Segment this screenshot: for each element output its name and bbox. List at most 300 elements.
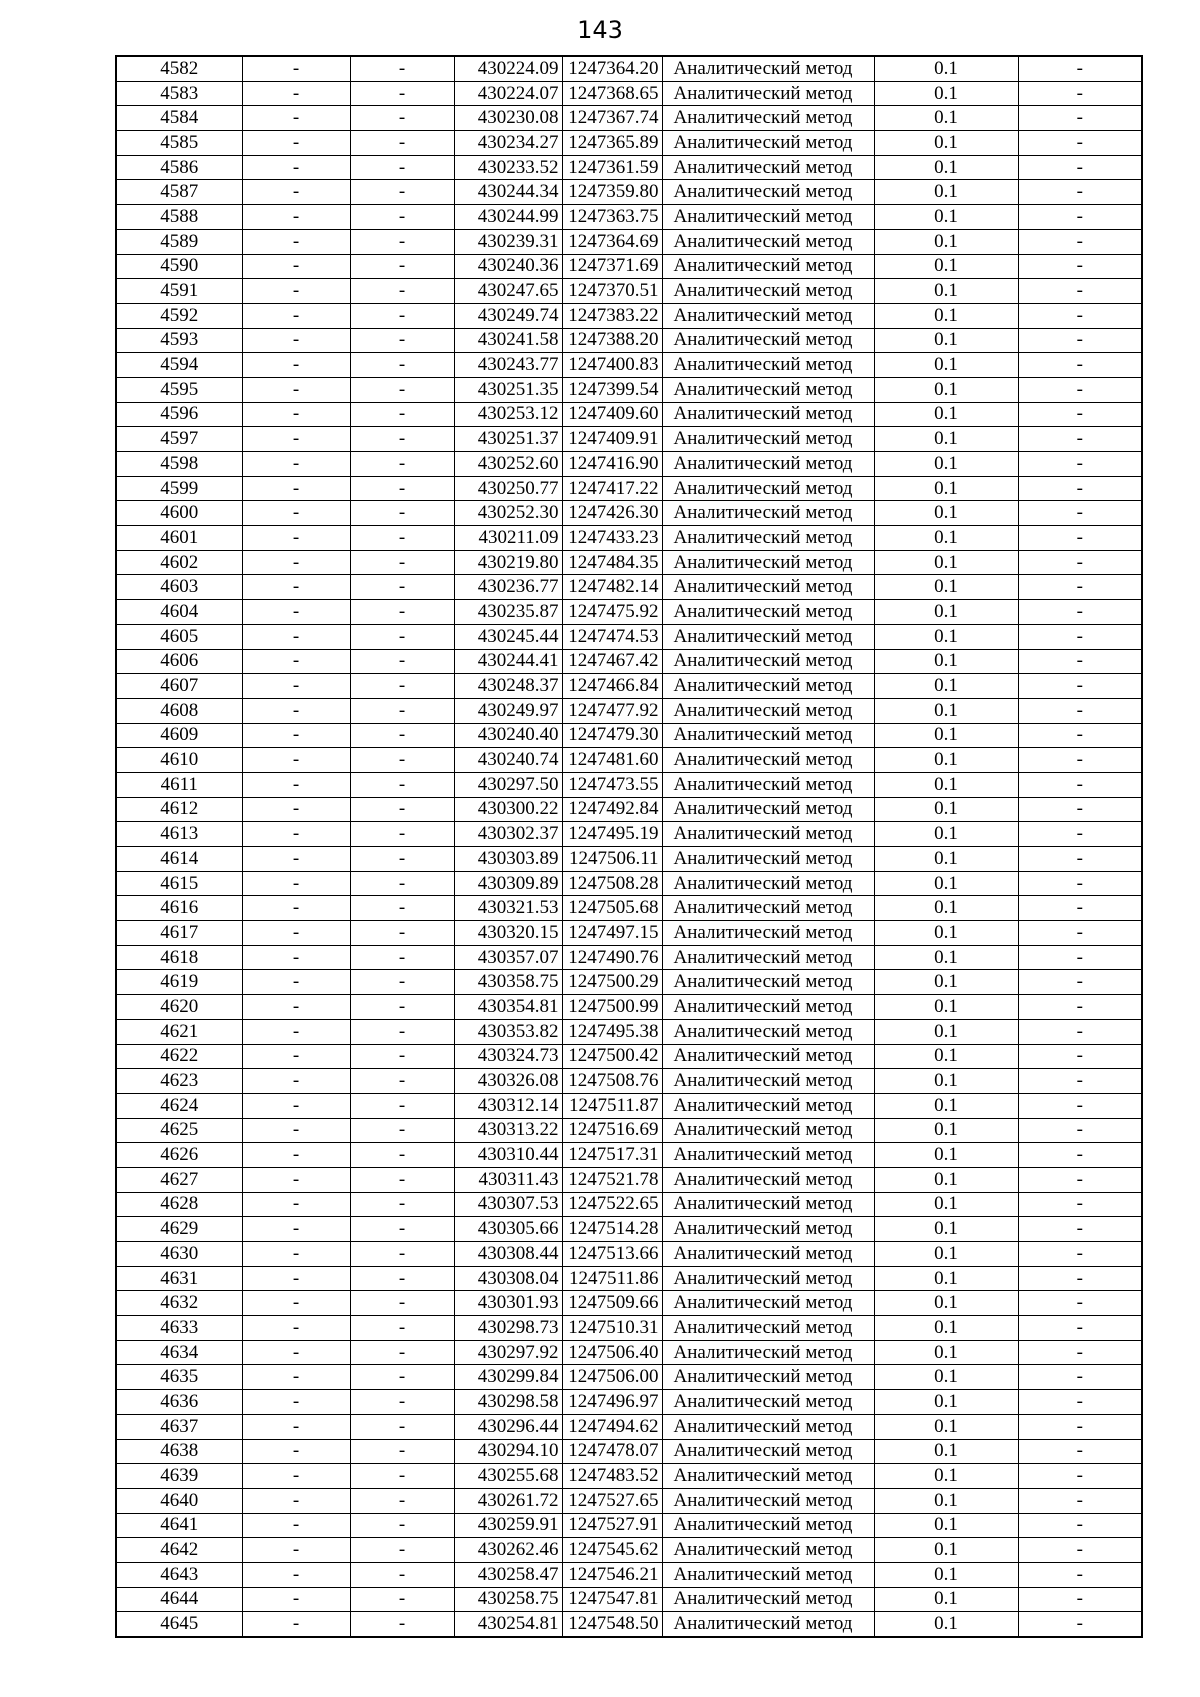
y-coordinate-cell: 1247510.31	[562, 1316, 662, 1341]
empty-x-cell: -	[242, 180, 350, 205]
x-coordinate-cell: 430211.09	[454, 526, 562, 551]
note-cell: -	[1018, 1562, 1142, 1587]
empty-x-cell: -	[242, 56, 350, 81]
note-cell: -	[1018, 279, 1142, 304]
empty-y-cell: -	[350, 1587, 454, 1612]
note-cell: -	[1018, 1291, 1142, 1316]
accuracy-cell: 0.1	[874, 106, 1018, 131]
note-cell: -	[1018, 427, 1142, 452]
method-cell: Аналитический метод	[662, 600, 874, 625]
point-number-cell: 4635	[116, 1365, 242, 1390]
x-coordinate-cell: 430224.09	[454, 56, 562, 81]
y-coordinate-cell: 1247482.14	[562, 575, 662, 600]
note-cell: -	[1018, 1513, 1142, 1538]
empty-x-cell: -	[242, 575, 350, 600]
table-row	[116, 1266, 1142, 1291]
method-cell: Аналитический метод	[662, 649, 874, 674]
point-number-cell: 4641	[116, 1513, 242, 1538]
accuracy-cell: 0.1	[874, 155, 1018, 180]
method-cell: Аналитический метод	[662, 427, 874, 452]
empty-y-cell: -	[350, 896, 454, 921]
y-coordinate-cell: 1247508.28	[562, 871, 662, 896]
empty-y-cell: -	[350, 1414, 454, 1439]
x-coordinate-cell: 430303.89	[454, 847, 562, 872]
y-coordinate-cell: 1247370.51	[562, 279, 662, 304]
note-cell: -	[1018, 921, 1142, 946]
empty-y-cell: -	[350, 674, 454, 699]
x-coordinate-cell: 430251.37	[454, 427, 562, 452]
x-coordinate-cell: 430259.91	[454, 1513, 562, 1538]
table-row	[116, 1167, 1142, 1192]
table-body	[116, 56, 1142, 1637]
accuracy-cell: 0.1	[874, 1562, 1018, 1587]
accuracy-cell: 0.1	[874, 575, 1018, 600]
x-coordinate-cell: 430299.84	[454, 1365, 562, 1390]
table-row	[116, 970, 1142, 995]
empty-y-cell: -	[350, 229, 454, 254]
y-coordinate-cell: 1247494.62	[562, 1414, 662, 1439]
table-row	[116, 649, 1142, 674]
table-row	[116, 871, 1142, 896]
point-number-cell: 4632	[116, 1291, 242, 1316]
y-coordinate-cell: 1247527.65	[562, 1488, 662, 1513]
x-coordinate-cell: 430239.31	[454, 229, 562, 254]
y-coordinate-cell: 1247483.52	[562, 1464, 662, 1489]
method-cell: Аналитический метод	[662, 1093, 874, 1118]
point-number-cell: 4614	[116, 847, 242, 872]
table-row	[116, 427, 1142, 452]
note-cell: -	[1018, 624, 1142, 649]
empty-y-cell: -	[350, 1612, 454, 1637]
accuracy-cell: 0.1	[874, 748, 1018, 773]
table-row	[116, 1390, 1142, 1415]
empty-y-cell: -	[350, 698, 454, 723]
empty-x-cell: -	[242, 279, 350, 304]
empty-x-cell: -	[242, 452, 350, 477]
x-coordinate-cell: 430309.89	[454, 871, 562, 896]
y-coordinate-cell: 1247505.68	[562, 896, 662, 921]
accuracy-cell: 0.1	[874, 723, 1018, 748]
accuracy-cell: 0.1	[874, 995, 1018, 1020]
y-coordinate-cell: 1247479.30	[562, 723, 662, 748]
y-coordinate-cell: 1247474.53	[562, 624, 662, 649]
empty-x-cell: -	[242, 970, 350, 995]
empty-x-cell: -	[242, 254, 350, 279]
table-row	[116, 1069, 1142, 1094]
x-coordinate-cell: 430301.93	[454, 1291, 562, 1316]
empty-y-cell: -	[350, 624, 454, 649]
accuracy-cell: 0.1	[874, 847, 1018, 872]
empty-x-cell: -	[242, 501, 350, 526]
note-cell: -	[1018, 1093, 1142, 1118]
empty-y-cell: -	[350, 1291, 454, 1316]
y-coordinate-cell: 1247495.38	[562, 1019, 662, 1044]
point-number-cell: 4615	[116, 871, 242, 896]
accuracy-cell: 0.1	[874, 1266, 1018, 1291]
note-cell: -	[1018, 1266, 1142, 1291]
y-coordinate-cell: 1247359.80	[562, 180, 662, 205]
note-cell: -	[1018, 81, 1142, 106]
y-coordinate-cell: 1247383.22	[562, 303, 662, 328]
table-row	[116, 501, 1142, 526]
table-row	[116, 575, 1142, 600]
point-number-cell: 4585	[116, 131, 242, 156]
y-coordinate-cell: 1247495.19	[562, 822, 662, 847]
empty-x-cell: -	[242, 131, 350, 156]
empty-x-cell: -	[242, 427, 350, 452]
method-cell: Аналитический метод	[662, 377, 874, 402]
table-row	[116, 81, 1142, 106]
x-coordinate-cell: 430234.27	[454, 131, 562, 156]
empty-x-cell: -	[242, 1612, 350, 1637]
method-cell: Аналитический метод	[662, 1143, 874, 1168]
table-row	[116, 1439, 1142, 1464]
y-coordinate-cell: 1247400.83	[562, 353, 662, 378]
y-coordinate-cell: 1247363.75	[562, 205, 662, 230]
note-cell: -	[1018, 723, 1142, 748]
method-cell: Аналитический метод	[662, 1587, 874, 1612]
note-cell: -	[1018, 501, 1142, 526]
accuracy-cell: 0.1	[874, 1464, 1018, 1489]
point-number-cell: 4623	[116, 1069, 242, 1094]
point-number-cell: 4613	[116, 822, 242, 847]
method-cell: Аналитический метод	[662, 871, 874, 896]
x-coordinate-cell: 430240.36	[454, 254, 562, 279]
point-number-cell: 4626	[116, 1143, 242, 1168]
page-number: 143	[577, 16, 623, 44]
accuracy-cell: 0.1	[874, 229, 1018, 254]
method-cell: Аналитический метод	[662, 81, 874, 106]
empty-y-cell: -	[350, 723, 454, 748]
empty-y-cell: -	[350, 1217, 454, 1242]
empty-x-cell: -	[242, 526, 350, 551]
x-coordinate-cell: 430252.60	[454, 452, 562, 477]
y-coordinate-cell: 1247546.21	[562, 1562, 662, 1587]
y-coordinate-cell: 1247433.23	[562, 526, 662, 551]
method-cell: Аналитический метод	[662, 847, 874, 872]
table-row	[116, 180, 1142, 205]
empty-y-cell: -	[350, 1143, 454, 1168]
empty-x-cell: -	[242, 674, 350, 699]
x-coordinate-cell: 430262.46	[454, 1538, 562, 1563]
accuracy-cell: 0.1	[874, 1365, 1018, 1390]
method-cell: Аналитический метод	[662, 501, 874, 526]
empty-y-cell: -	[350, 501, 454, 526]
y-coordinate-cell: 1247409.60	[562, 402, 662, 427]
empty-x-cell: -	[242, 698, 350, 723]
table-row	[116, 822, 1142, 847]
empty-x-cell: -	[242, 1538, 350, 1563]
empty-x-cell: -	[242, 1118, 350, 1143]
point-number-cell: 4598	[116, 452, 242, 477]
point-number-cell: 4625	[116, 1118, 242, 1143]
y-coordinate-cell: 1247490.76	[562, 945, 662, 970]
table-row	[116, 131, 1142, 156]
empty-y-cell: -	[350, 748, 454, 773]
x-coordinate-cell: 430308.04	[454, 1266, 562, 1291]
table-row	[116, 1414, 1142, 1439]
method-cell: Аналитический метод	[662, 526, 874, 551]
table-row	[116, 353, 1142, 378]
accuracy-cell: 0.1	[874, 303, 1018, 328]
empty-y-cell: -	[350, 1439, 454, 1464]
accuracy-cell: 0.1	[874, 550, 1018, 575]
x-coordinate-cell: 430244.34	[454, 180, 562, 205]
method-cell: Аналитический метод	[662, 1266, 874, 1291]
accuracy-cell: 0.1	[874, 1167, 1018, 1192]
x-coordinate-cell: 430302.37	[454, 822, 562, 847]
note-cell: -	[1018, 1365, 1142, 1390]
table-row	[116, 1513, 1142, 1538]
y-coordinate-cell: 1247467.42	[562, 649, 662, 674]
point-number-cell: 4589	[116, 229, 242, 254]
method-cell: Аналитический метод	[662, 1488, 874, 1513]
accuracy-cell: 0.1	[874, 600, 1018, 625]
method-cell: Аналитический метод	[662, 1242, 874, 1267]
empty-x-cell: -	[242, 797, 350, 822]
y-coordinate-cell: 1247364.69	[562, 229, 662, 254]
empty-x-cell: -	[242, 723, 350, 748]
accuracy-cell: 0.1	[874, 1192, 1018, 1217]
accuracy-cell: 0.1	[874, 822, 1018, 847]
accuracy-cell: 0.1	[874, 254, 1018, 279]
point-number-cell: 4638	[116, 1439, 242, 1464]
method-cell: Аналитический метод	[662, 1069, 874, 1094]
note-cell: -	[1018, 1242, 1142, 1267]
empty-y-cell: -	[350, 1390, 454, 1415]
method-cell: Аналитический метод	[662, 279, 874, 304]
empty-x-cell: -	[242, 1266, 350, 1291]
empty-x-cell: -	[242, 402, 350, 427]
point-number-cell: 4612	[116, 797, 242, 822]
note-cell: -	[1018, 254, 1142, 279]
empty-x-cell: -	[242, 205, 350, 230]
table-row	[116, 229, 1142, 254]
table-row	[116, 550, 1142, 575]
coordinates-table	[115, 55, 1143, 1638]
method-cell: Аналитический метод	[662, 254, 874, 279]
empty-x-cell: -	[242, 871, 350, 896]
accuracy-cell: 0.1	[874, 871, 1018, 896]
method-cell: Аналитический метод	[662, 1192, 874, 1217]
point-number-cell: 4637	[116, 1414, 242, 1439]
point-number-cell: 4600	[116, 501, 242, 526]
accuracy-cell: 0.1	[874, 1316, 1018, 1341]
accuracy-cell: 0.1	[874, 1291, 1018, 1316]
empty-y-cell: -	[350, 1365, 454, 1390]
empty-x-cell: -	[242, 1167, 350, 1192]
x-coordinate-cell: 430224.07	[454, 81, 562, 106]
y-coordinate-cell: 1247409.91	[562, 427, 662, 452]
x-coordinate-cell: 430297.50	[454, 772, 562, 797]
method-cell: Аналитический метод	[662, 896, 874, 921]
x-coordinate-cell: 430258.47	[454, 1562, 562, 1587]
y-coordinate-cell: 1247548.50	[562, 1612, 662, 1637]
x-coordinate-cell: 430244.99	[454, 205, 562, 230]
point-number-cell: 4611	[116, 772, 242, 797]
x-coordinate-cell: 430235.87	[454, 600, 562, 625]
note-cell: -	[1018, 1390, 1142, 1415]
empty-y-cell: -	[350, 205, 454, 230]
note-cell: -	[1018, 822, 1142, 847]
accuracy-cell: 0.1	[874, 1118, 1018, 1143]
empty-y-cell: -	[350, 822, 454, 847]
y-coordinate-cell: 1247547.81	[562, 1587, 662, 1612]
table-row	[116, 1242, 1142, 1267]
accuracy-cell: 0.1	[874, 772, 1018, 797]
x-coordinate-cell: 430354.81	[454, 995, 562, 1020]
table-row	[116, 772, 1142, 797]
empty-x-cell: -	[242, 476, 350, 501]
empty-x-cell: -	[242, 1192, 350, 1217]
x-coordinate-cell: 430255.68	[454, 1464, 562, 1489]
x-coordinate-cell: 430313.22	[454, 1118, 562, 1143]
y-coordinate-cell: 1247514.28	[562, 1217, 662, 1242]
empty-y-cell: -	[350, 1513, 454, 1538]
x-coordinate-cell: 430300.22	[454, 797, 562, 822]
point-number-cell: 4592	[116, 303, 242, 328]
y-coordinate-cell: 1247496.97	[562, 1390, 662, 1415]
point-number-cell: 4582	[116, 56, 242, 81]
x-coordinate-cell: 430258.75	[454, 1587, 562, 1612]
accuracy-cell: 0.1	[874, 427, 1018, 452]
accuracy-cell: 0.1	[874, 279, 1018, 304]
accuracy-cell: 0.1	[874, 353, 1018, 378]
empty-x-cell: -	[242, 1143, 350, 1168]
accuracy-cell: 0.1	[874, 1538, 1018, 1563]
table-row	[116, 402, 1142, 427]
note-cell: -	[1018, 452, 1142, 477]
note-cell: -	[1018, 476, 1142, 501]
point-number-cell: 4644	[116, 1587, 242, 1612]
y-coordinate-cell: 1247367.74	[562, 106, 662, 131]
empty-y-cell: -	[350, 1118, 454, 1143]
note-cell: -	[1018, 600, 1142, 625]
empty-x-cell: -	[242, 1093, 350, 1118]
point-number-cell: 4621	[116, 1019, 242, 1044]
method-cell: Аналитический метод	[662, 205, 874, 230]
y-coordinate-cell: 1247509.66	[562, 1291, 662, 1316]
method-cell: Аналитический метод	[662, 1439, 874, 1464]
y-coordinate-cell: 1247517.31	[562, 1143, 662, 1168]
method-cell: Аналитический метод	[662, 1414, 874, 1439]
empty-y-cell: -	[350, 1266, 454, 1291]
empty-y-cell: -	[350, 575, 454, 600]
empty-y-cell: -	[350, 81, 454, 106]
table-row	[116, 896, 1142, 921]
table-row	[116, 1316, 1142, 1341]
empty-x-cell: -	[242, 1488, 350, 1513]
empty-x-cell: -	[242, 748, 350, 773]
empty-y-cell: -	[350, 526, 454, 551]
empty-y-cell: -	[350, 56, 454, 81]
empty-y-cell: -	[350, 1538, 454, 1563]
x-coordinate-cell: 430241.58	[454, 328, 562, 353]
point-number-cell: 4588	[116, 205, 242, 230]
empty-y-cell: -	[350, 995, 454, 1020]
empty-y-cell: -	[350, 847, 454, 872]
y-coordinate-cell: 1247513.66	[562, 1242, 662, 1267]
empty-x-cell: -	[242, 772, 350, 797]
method-cell: Аналитический метод	[662, 723, 874, 748]
method-cell: Аналитический метод	[662, 476, 874, 501]
x-coordinate-cell: 430247.65	[454, 279, 562, 304]
note-cell: -	[1018, 674, 1142, 699]
method-cell: Аналитический метод	[662, 1365, 874, 1390]
accuracy-cell: 0.1	[874, 1217, 1018, 1242]
method-cell: Аналитический метод	[662, 1513, 874, 1538]
method-cell: Аналитический метод	[662, 1167, 874, 1192]
table-row	[116, 1365, 1142, 1390]
y-coordinate-cell: 1247416.90	[562, 452, 662, 477]
accuracy-cell: 0.1	[874, 1612, 1018, 1637]
note-cell: -	[1018, 1414, 1142, 1439]
accuracy-cell: 0.1	[874, 1069, 1018, 1094]
empty-x-cell: -	[242, 600, 350, 625]
note-cell: -	[1018, 1587, 1142, 1612]
y-coordinate-cell: 1247361.59	[562, 155, 662, 180]
accuracy-cell: 0.1	[874, 1019, 1018, 1044]
table-row	[116, 1118, 1142, 1143]
y-coordinate-cell: 1247506.40	[562, 1340, 662, 1365]
empty-y-cell: -	[350, 1316, 454, 1341]
x-coordinate-cell: 430307.53	[454, 1192, 562, 1217]
note-cell: -	[1018, 377, 1142, 402]
empty-y-cell: -	[350, 1069, 454, 1094]
note-cell: -	[1018, 847, 1142, 872]
note-cell: -	[1018, 797, 1142, 822]
empty-y-cell: -	[350, 180, 454, 205]
method-cell: Аналитический метод	[662, 921, 874, 946]
x-coordinate-cell: 430240.74	[454, 748, 562, 773]
accuracy-cell: 0.1	[874, 896, 1018, 921]
point-number-cell: 4584	[116, 106, 242, 131]
empty-y-cell: -	[350, 1044, 454, 1069]
method-cell: Аналитический метод	[662, 550, 874, 575]
point-number-cell: 4619	[116, 970, 242, 995]
empty-x-cell: -	[242, 229, 350, 254]
point-number-cell: 4620	[116, 995, 242, 1020]
empty-y-cell: -	[350, 427, 454, 452]
point-number-cell: 4609	[116, 723, 242, 748]
accuracy-cell: 0.1	[874, 1093, 1018, 1118]
point-number-cell: 4606	[116, 649, 242, 674]
y-coordinate-cell: 1247521.78	[562, 1167, 662, 1192]
empty-y-cell: -	[350, 1019, 454, 1044]
table-row	[116, 106, 1142, 131]
point-number-cell: 4643	[116, 1562, 242, 1587]
note-cell: -	[1018, 1069, 1142, 1094]
point-number-cell: 4610	[116, 748, 242, 773]
method-cell: Аналитический метод	[662, 945, 874, 970]
empty-y-cell: -	[350, 1464, 454, 1489]
note-cell: -	[1018, 1439, 1142, 1464]
accuracy-cell: 0.1	[874, 205, 1018, 230]
empty-x-cell: -	[242, 1513, 350, 1538]
point-number-cell: 4603	[116, 575, 242, 600]
method-cell: Аналитический метод	[662, 995, 874, 1020]
note-cell: -	[1018, 526, 1142, 551]
note-cell: -	[1018, 649, 1142, 674]
x-coordinate-cell: 430308.44	[454, 1242, 562, 1267]
note-cell: -	[1018, 229, 1142, 254]
note-cell: -	[1018, 1316, 1142, 1341]
y-coordinate-cell: 1247522.65	[562, 1192, 662, 1217]
accuracy-cell: 0.1	[874, 1143, 1018, 1168]
x-coordinate-cell: 430298.73	[454, 1316, 562, 1341]
y-coordinate-cell: 1247506.11	[562, 847, 662, 872]
empty-x-cell: -	[242, 1069, 350, 1094]
